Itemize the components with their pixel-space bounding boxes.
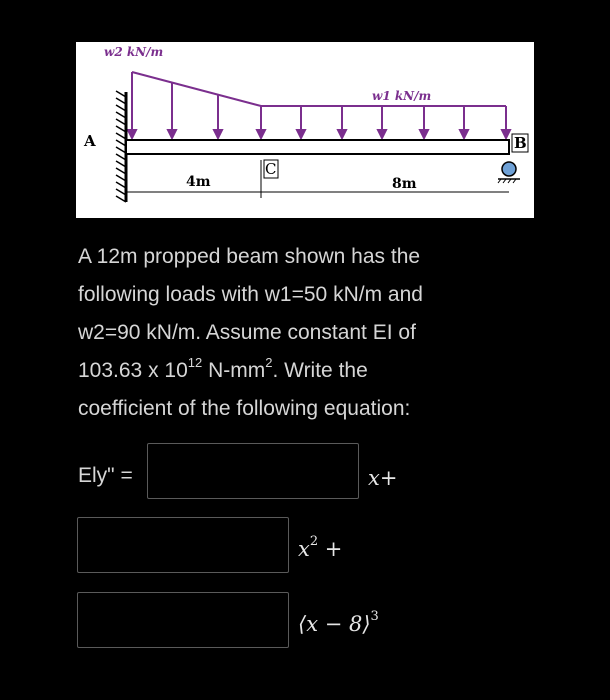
load-outline — [132, 72, 506, 106]
label-w1: w1 kN/m — [372, 89, 432, 103]
equation-lhs-label: Ely" = — [78, 464, 133, 487]
term1-symbol: x+ — [368, 466, 398, 490]
label-point-c: C — [265, 160, 277, 178]
label-support-b: B — [514, 134, 527, 152]
label-dim-left: 4m — [186, 174, 211, 190]
term2-symbol: $x^2$ + — [298, 534, 343, 561]
problem-line-2: following loads with w1=50 kN/m and — [78, 283, 423, 306]
problem-line-1: A 12m propped beam shown has the — [78, 245, 421, 268]
coefficient-input-1[interactable] — [147, 443, 359, 499]
beam — [126, 140, 509, 154]
label-support-a: A — [84, 132, 96, 150]
problem-line-4: 103.63 x $10^{12}$ $N-mm^2$. Write the — [78, 355, 368, 382]
problem-line-5: coefficient of the following equation: — [78, 397, 411, 420]
problem-text — [78, 238, 508, 428]
label-dim-right: 8m — [392, 176, 417, 192]
roller-support — [502, 162, 516, 176]
problem-line-3: w2=90 kN/m. Assume constant EI of — [78, 321, 416, 344]
coefficient-input-3[interactable] — [77, 592, 289, 648]
coefficient-input-2[interactable] — [77, 517, 289, 573]
label-w2: w2 kN/m — [104, 45, 164, 59]
term3-symbol: ⟨x − 8⟩$^3$ — [298, 609, 379, 636]
beam-svg — [76, 42, 534, 218]
beam-diagram — [76, 42, 534, 218]
